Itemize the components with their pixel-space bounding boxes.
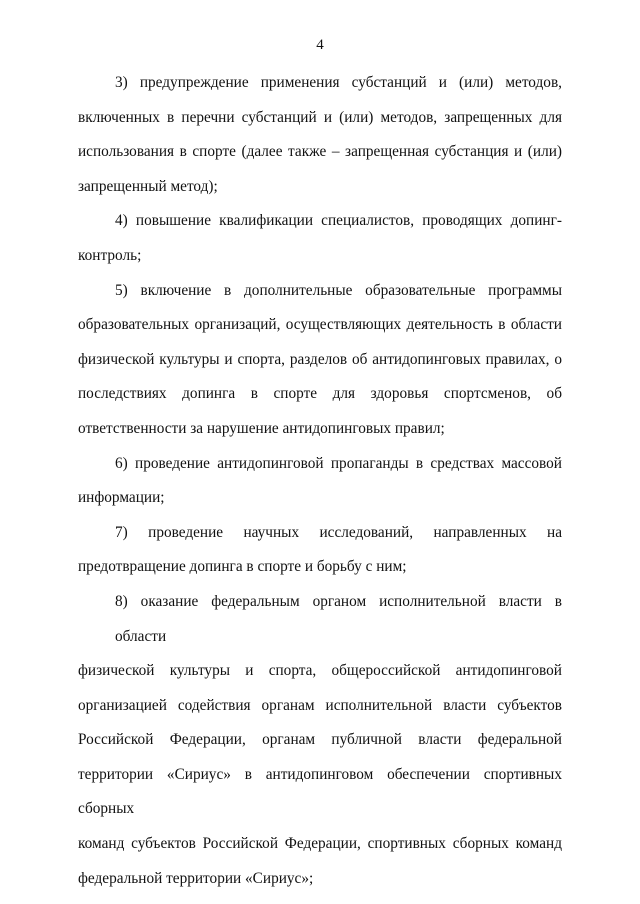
- paragraph-line: федеральной территории «Сириус»;: [78, 869, 314, 887]
- paragraph-item-5: 5) включение в дополнительные образовательные программы образовательных организаций, осуществляющих деятельность в области физической культуры и спорта, разделов об антидопинговых правилах, о последствиях допинга в спорте для здоровья спортсменов, об ответственности за нарушение антидопинговых правил;: [78, 281, 562, 437]
- paragraph-line: организацией содействия органам исполнительной власти субъектов: [78, 696, 562, 714]
- paragraph-line: физической культуры и спорта, общероссийской антидопинговой: [78, 662, 562, 680]
- paragraph-line: 7) проведение научных исследований, направленных на: [115, 523, 562, 541]
- paragraph-item-8: [78, 585, 562, 896]
- document-body: [78, 66, 562, 896]
- paragraph-line: команд субъектов Российской Федерации, спортивных сборных команд: [78, 835, 562, 853]
- paragraph-line: предотвращение допинга в спорте и борьбу с ним;: [78, 558, 407, 576]
- paragraph-item-7: [78, 516, 562, 585]
- paragraph-item-6: 6) проведение антидопинговой пропаганды в средствах массовой информации;: [78, 454, 562, 507]
- paragraph-item-4: 4) повышение квалификации специалистов, проводящих допинг-контроль;: [78, 212, 562, 264]
- paragraph-line: 8) оказание федеральным органом исполнительной власти в области: [115, 592, 562, 645]
- paragraph-line: территории «Сириус» в антидопинговом обеспечении спортивных сборных: [78, 765, 562, 818]
- paragraph-line: Российской Федерации, органам публичной власти федеральной: [78, 731, 562, 749]
- paragraph-item-3: 3) предупреждение применения субстанций и (или) методов, включенных в перечни субстанций и (или) методов, запрещенных для использования в спорте (далее также – запрещенная субстанция и (или) запрещенный метод);: [78, 74, 562, 195]
- page-number: 4: [316, 37, 324, 53]
